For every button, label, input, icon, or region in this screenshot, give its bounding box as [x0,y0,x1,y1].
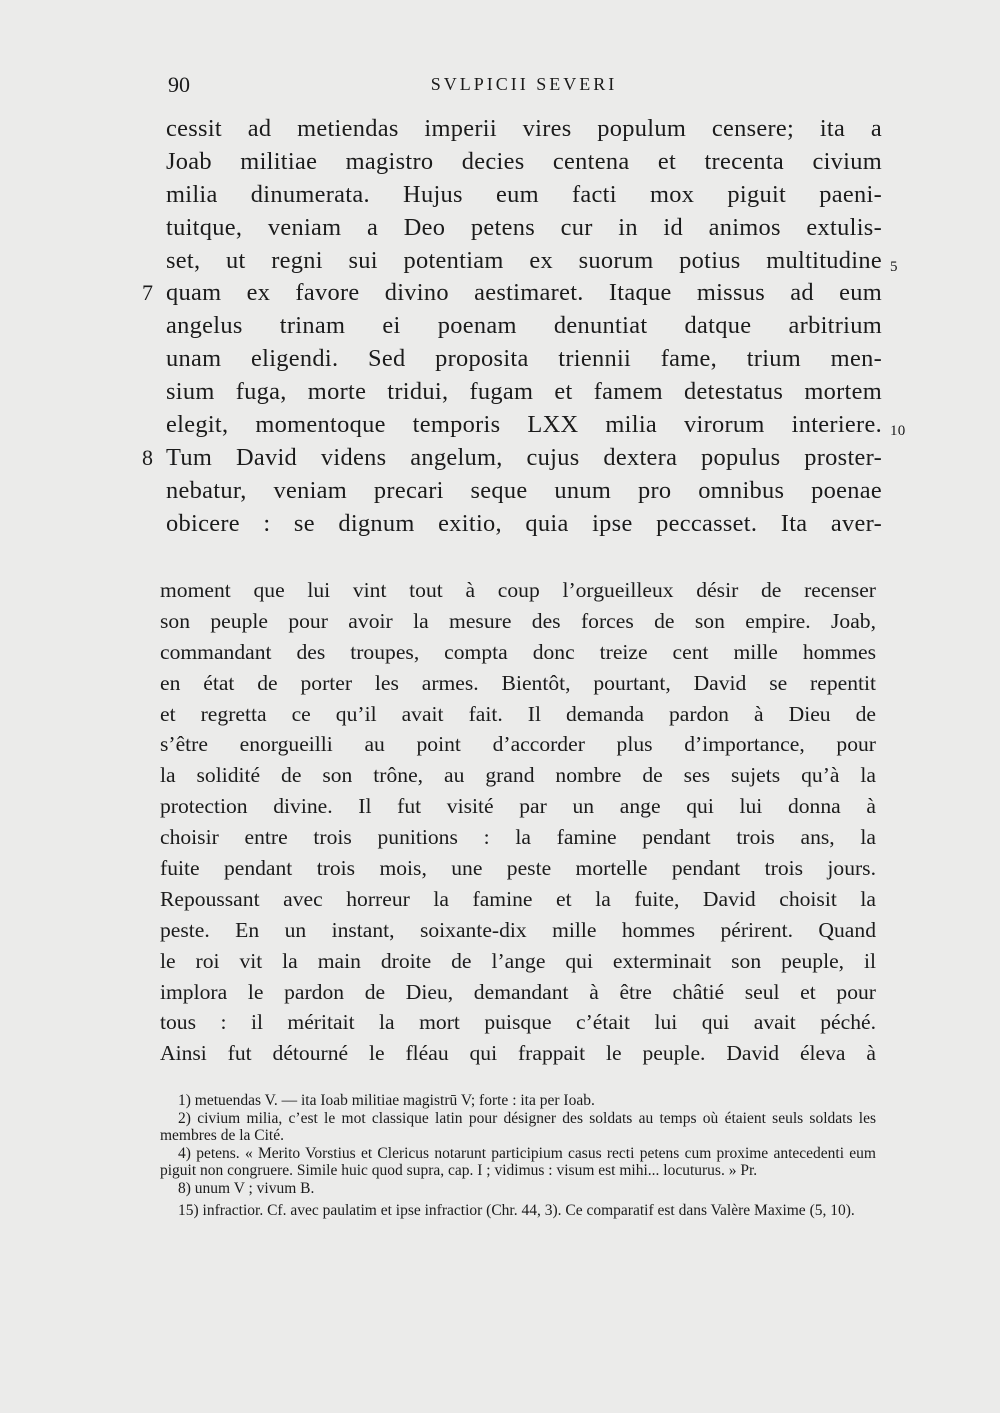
french-line: tous : il méritait la mort puisque c’était lui qui avait péché. [160,1010,876,1035]
french-line: commandant des troupes, compta donc treize cent mille hommes [160,639,876,664]
footnote-8: 8) unum V ; vivum B. [178,1179,315,1197]
footnote-4: 4) petens. « Merito Vorstius et Clericus notarunt participium casus recti petens cum proxime antecedenti eum piguit non congruere. Simile huic quod supra, cap. I ; vidimus : visum est mihi... locuturus. » Pr. [160,1144,876,1180]
line-number-10: 10 [890,423,906,440]
french-line: fuite pendant trois mois, une peste mortelle pendant trois jours. [160,856,876,881]
footnotes [160,1092,876,1219]
footnote-2: 2) civium milia, c’est le mot classique latin pour désigner des soldats au temps où étaient seuls soldats les membres de la Cité. [160,1109,876,1145]
french-line: en état de porter les armes. Bientôt, pourtant, David se repentit [160,670,876,695]
latin-line [142,277,882,310]
footnote-1: 1) metuendas V. — ita Ioab militiae magistrū V; forte : ita per Ioab. [178,1092,595,1109]
french-line: la solidité de son trône, au grand nombre de ses sujets qu’à la [160,763,876,788]
latin-line-5 [166,245,898,278]
latin-line-text: Tum David videns angelum, cujus dextera populus proster- [166,443,882,471]
french-line: le roi vit la main droite de l’ange qui exterminait son peuple, il [160,948,876,973]
french-line: peste. En un instant, soixante-dix mille hommes périrent. Quand [160,917,876,942]
footnote-15: 15) infractior. Cf. avec paulatim et ipse infractior (Chr. 44, 3). Ce comparatif est dans Valère Maxime (5, 10). [178,1201,855,1219]
page-header [168,72,880,104]
latin-line-text: quam ex favore divino aestimaret. Itaque missus ad eum [166,279,882,307]
french-line: et regretta ce qu’il avait fait. Il demanda pardon à Dieu de [160,701,876,726]
latin-line: nebatur, veniam precari seque unum pro omnibus poenae [166,476,882,504]
latin-text [142,113,906,541]
french-line: Repoussant avec horreur la famine et la fuite, David choisit la [160,886,876,911]
french-translation [160,575,876,1069]
latin-line: cessit ad metiendas imperii vires populum censere; ita a [166,115,882,142]
line-number-5: 5 [890,258,898,275]
latin-line: obicere : se dignum exitio, quia ipse peccasset. Ita aver- [166,509,882,537]
french-line: protection divine. Il fut visité par un ange qui lui donna à [160,794,876,819]
french-line: son peuple pour avoir la mesure des forces de son empire. Joab, [160,608,876,633]
latin-line-text: elegit, momentoque temporis LXX milia virorum interiere. [166,411,882,439]
running-title: SVLPICII SEVERI [430,74,618,94]
latin-line [142,442,882,475]
latin-line: unam eligendi. Sed proposita triennii fame, trium men- [166,345,882,373]
latin-line: angelus trinam ei poenam denuntiat datque arbitrium [166,312,882,340]
french-line: choisir entre trois punitions : la famine pendant trois ans, la [160,825,876,850]
latin-line-text: set, ut regni sui potentiam ex suorum potius multitudine [166,246,882,274]
french-line: implora le pardon de Dieu, demandant à être châtié seul et pour [160,979,876,1004]
french-line: s’être enorgueilli au point d’accorder plus d’importance, pour [160,732,876,757]
latin-line-10 [166,409,906,442]
page-number: 90 [168,72,190,97]
latin-line: sium fuga, morte tridui, fugam et famem detestatus mortem [166,378,882,406]
latin-line: milia dinumerata. Hujus eum facti mox piguit paeni- [166,180,882,208]
section-number-7: 7 [142,280,154,306]
section-number-8: 8 [142,444,154,470]
latin-line: tuitque, veniam a Deo petens cur in id animos extulis- [166,213,882,241]
latin-line: Joab militiae magistro decies centena et trecenta civium [166,147,882,175]
french-line: moment que lui vint tout à coup l’orgueilleux désir de recenser [160,578,876,602]
french-line: Ainsi fut détourné le fléau qui frappait le peuple. David éleva à [160,1041,876,1066]
